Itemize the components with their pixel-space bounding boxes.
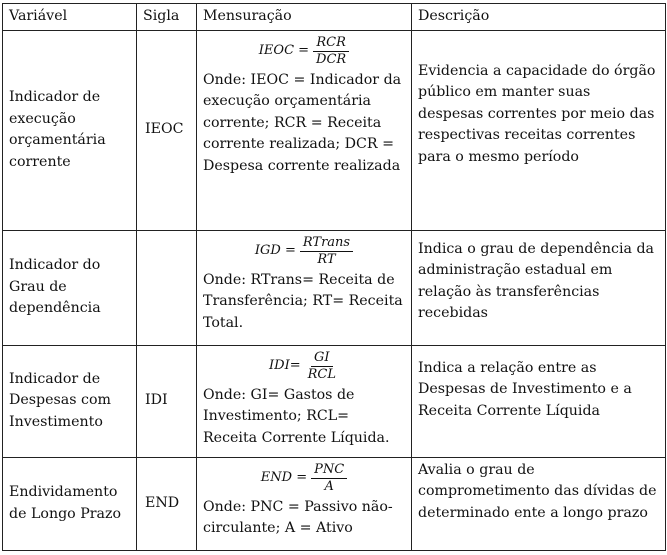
formula xyxy=(203,462,405,495)
formula xyxy=(203,350,405,383)
formula-fraction xyxy=(305,350,339,383)
cell-variavel: Indicador do Grau de dependência xyxy=(3,230,137,345)
formula-numerator: PNC xyxy=(311,462,347,479)
formula-numerator: GI xyxy=(311,350,333,367)
cell-sigla xyxy=(137,230,197,345)
cell-variavel: Indicador de execução orçamentária corrente xyxy=(3,30,137,230)
mensuracao-text: Onde: RTrans= Receita de Transferência; RT= Receita Total. xyxy=(203,271,403,331)
cell-variavel: Endividamento de Longo Prazo xyxy=(3,457,137,550)
header-descricao: Descrição xyxy=(412,4,666,31)
table-row xyxy=(3,30,666,230)
table-row xyxy=(3,230,666,345)
cell-descricao: Evidencia a capacidade do órgão público em manter suas despesas correntes por meio das respectivas receitas correntes para o mesmo período xyxy=(412,30,666,230)
formula-lhs: IGD = xyxy=(254,243,296,259)
formula-denominator: DCR xyxy=(316,51,347,67)
formula-denominator: RCL xyxy=(307,366,336,382)
table-row xyxy=(3,345,666,457)
formula-lhs: IEOC = xyxy=(258,43,310,59)
header-variavel: Variável xyxy=(3,4,137,31)
cell-mensuracao xyxy=(197,230,412,345)
cell-variavel: Indicador de Despesas com Investimento xyxy=(3,345,137,457)
cell-descricao: Indica a relação entre as Despesas de Investimento e a Receita Corrente Líquida xyxy=(412,345,666,457)
formula-fraction xyxy=(300,235,353,268)
cell-sigla: IEOC xyxy=(137,30,197,230)
formula xyxy=(203,235,405,268)
formula-fraction xyxy=(313,35,349,68)
formula-fraction xyxy=(311,462,347,495)
formula xyxy=(203,35,405,68)
table-header-row xyxy=(3,4,666,31)
mensuracao-text: Onde: PNC = Passivo não-circulante; A = Ativo xyxy=(203,498,393,537)
table-row xyxy=(3,457,666,550)
variables-table xyxy=(2,3,666,551)
cell-mensuracao xyxy=(197,457,412,550)
formula-lhs: IDI= xyxy=(269,358,301,374)
mensuracao-text: Onde: IEOC = Indicador da execução orçamentária corrente; RCR = Receita corrente realizada; DCR = Despesa corrente realizada xyxy=(203,71,402,174)
cell-sigla: IDI xyxy=(137,345,197,457)
cell-mensuracao xyxy=(197,345,412,457)
header-sigla: Sigla xyxy=(137,4,197,31)
formula-lhs: END = xyxy=(260,470,308,486)
mensuracao-text: Onde: GI= Gastos de Investimento; RCL= Receita Corrente Líquida. xyxy=(203,386,390,446)
formula-denominator: A xyxy=(324,478,334,494)
formula-denominator: RT xyxy=(317,251,336,267)
cell-descricao: Avalia o grau de comprometimento das dívidas de determinado ente a longo prazo xyxy=(412,457,666,550)
formula-numerator: RTrans xyxy=(300,235,353,252)
cell-mensuracao xyxy=(197,30,412,230)
cell-descricao: Indica o grau de dependência da administração estadual em relação às transferências recebidas xyxy=(412,230,666,345)
cell-sigla: END xyxy=(137,457,197,550)
header-mensuracao: Mensuração xyxy=(197,4,412,31)
formula-numerator: RCR xyxy=(313,35,349,52)
